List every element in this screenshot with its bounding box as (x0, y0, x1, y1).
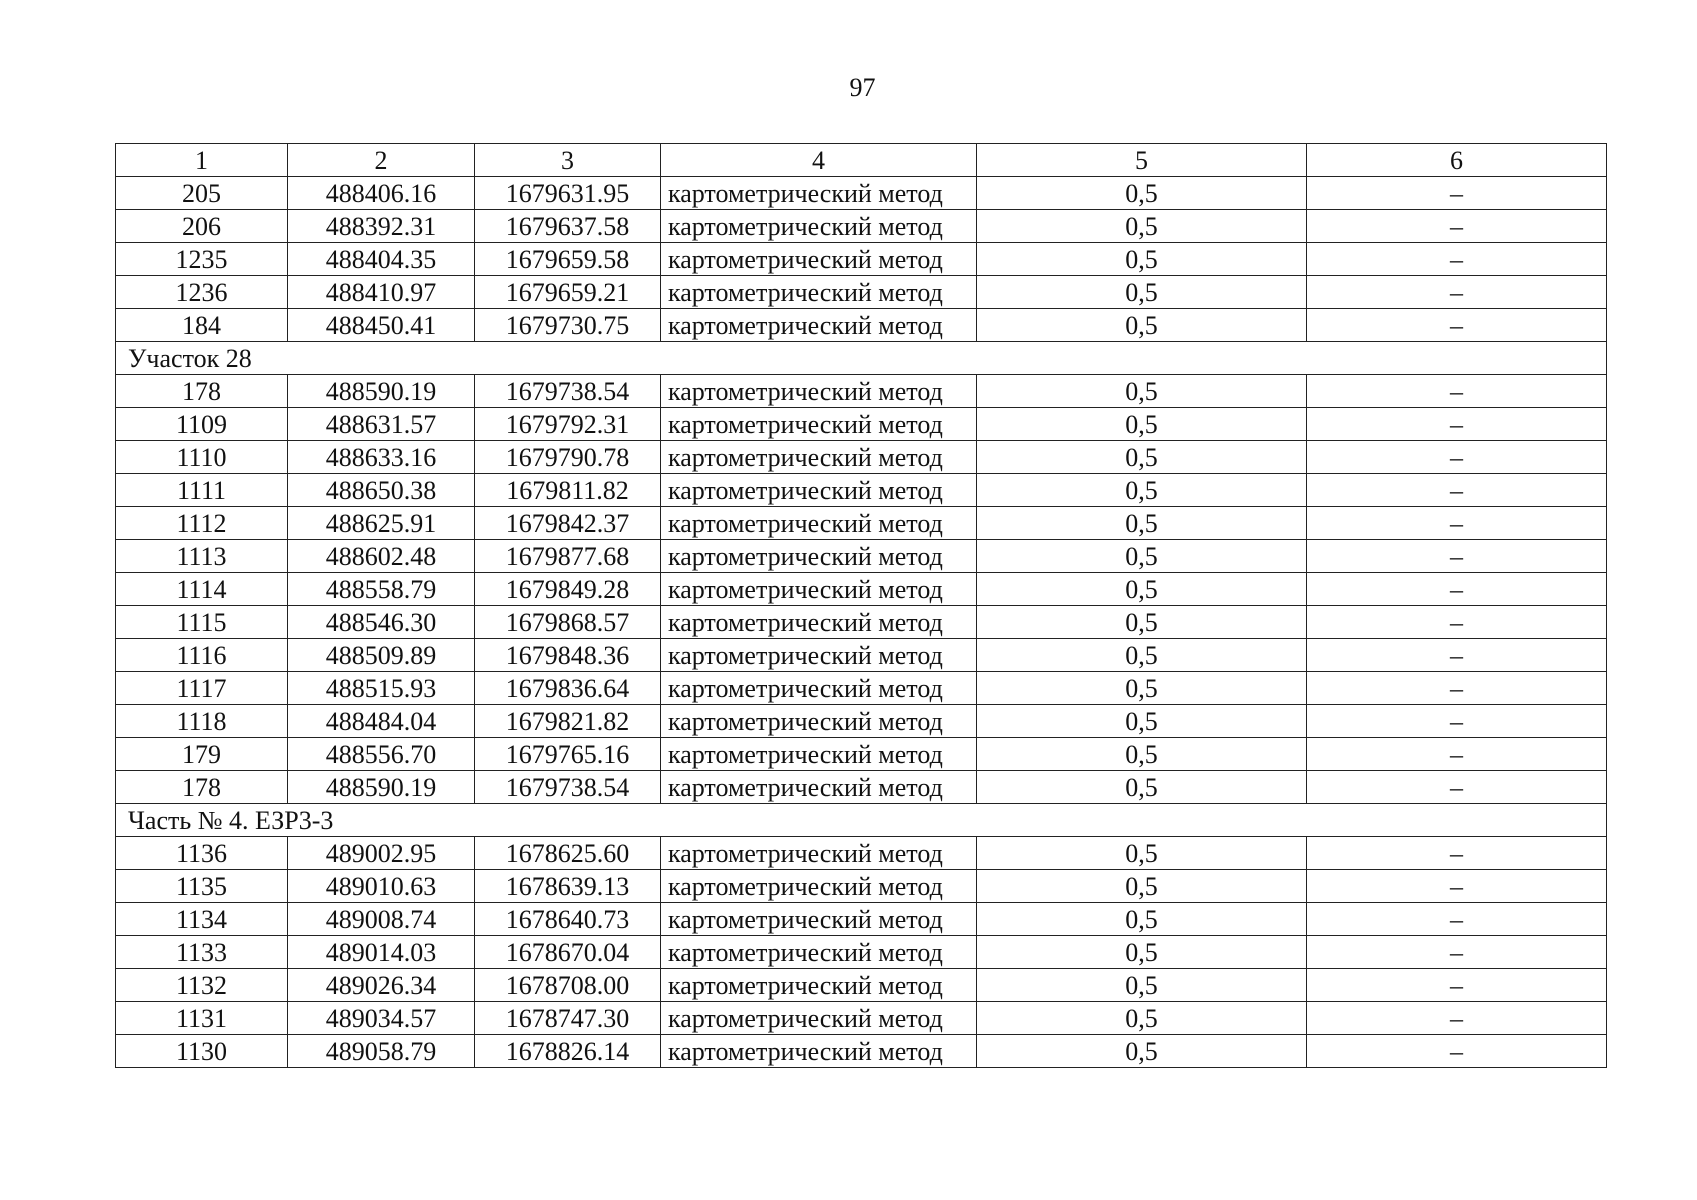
accuracy-cell: 0,5 (977, 1035, 1307, 1068)
description-cell: – (1307, 507, 1607, 540)
x-coordinate-cell: 489058.79 (288, 1035, 475, 1068)
accuracy-cell: 0,5 (977, 309, 1307, 342)
table-row (116, 177, 1607, 210)
y-coordinate-cell: 1679836.64 (475, 672, 661, 705)
method-cell: картометрический метод (661, 936, 977, 969)
section-title-row (116, 804, 1607, 837)
accuracy-cell: 0,5 (977, 606, 1307, 639)
x-coordinate-cell: 488484.04 (288, 705, 475, 738)
table-row (116, 441, 1607, 474)
method-cell: картометрический метод (661, 870, 977, 903)
method-cell: картометрический метод (661, 705, 977, 738)
header-cell: 6 (1307, 144, 1607, 177)
point-number-cell: 178 (116, 375, 288, 408)
y-coordinate-cell: 1679790.78 (475, 441, 661, 474)
description-cell: – (1307, 276, 1607, 309)
y-coordinate-cell: 1678670.04 (475, 936, 661, 969)
table-row (116, 375, 1607, 408)
table-row (116, 969, 1607, 1002)
point-number-cell: 1117 (116, 672, 288, 705)
x-coordinate-cell: 488650.38 (288, 474, 475, 507)
y-coordinate-cell: 1678625.60 (475, 837, 661, 870)
x-coordinate-cell: 489010.63 (288, 870, 475, 903)
accuracy-cell: 0,5 (977, 639, 1307, 672)
description-cell: – (1307, 639, 1607, 672)
description-cell: – (1307, 705, 1607, 738)
coordinates-table (115, 143, 1607, 1068)
table-row (116, 870, 1607, 903)
point-number-cell: 1136 (116, 837, 288, 870)
header-cell: 3 (475, 144, 661, 177)
y-coordinate-cell: 1679849.28 (475, 573, 661, 606)
y-coordinate-cell: 1679730.75 (475, 309, 661, 342)
table-row (116, 837, 1607, 870)
description-cell: – (1307, 969, 1607, 1002)
y-coordinate-cell: 1678708.00 (475, 969, 661, 1002)
table-row (116, 738, 1607, 771)
x-coordinate-cell: 488404.35 (288, 243, 475, 276)
point-number-cell: 1112 (116, 507, 288, 540)
y-coordinate-cell: 1679659.21 (475, 276, 661, 309)
method-cell: картометрический метод (661, 969, 977, 1002)
section-title: Часть № 4. ЕЗР3-3 (116, 804, 1607, 837)
table-row (116, 771, 1607, 804)
method-cell: картометрический метод (661, 309, 977, 342)
point-number-cell: 206 (116, 210, 288, 243)
description-cell: – (1307, 837, 1607, 870)
description-cell: – (1307, 606, 1607, 639)
description-cell: – (1307, 672, 1607, 705)
y-coordinate-cell: 1679848.36 (475, 639, 661, 672)
method-cell: картометрический метод (661, 738, 977, 771)
accuracy-cell: 0,5 (977, 903, 1307, 936)
description-cell: – (1307, 408, 1607, 441)
method-cell: картометрический метод (661, 573, 977, 606)
table-header-row (116, 144, 1607, 177)
table-row (116, 210, 1607, 243)
description-cell: – (1307, 771, 1607, 804)
method-cell: картометрический метод (661, 540, 977, 573)
section-title-row (116, 342, 1607, 375)
x-coordinate-cell: 489014.03 (288, 936, 475, 969)
point-number-cell: 1114 (116, 573, 288, 606)
page-number: 97 (849, 73, 876, 102)
x-coordinate-cell: 489034.57 (288, 1002, 475, 1035)
description-cell: – (1307, 1035, 1607, 1068)
method-cell: картометрический метод (661, 771, 977, 804)
accuracy-cell: 0,5 (977, 408, 1307, 441)
description-cell: – (1307, 870, 1607, 903)
x-coordinate-cell: 488625.91 (288, 507, 475, 540)
y-coordinate-cell: 1678747.30 (475, 1002, 661, 1035)
point-number-cell: 205 (116, 177, 288, 210)
point-number-cell: 1116 (116, 639, 288, 672)
table-row (116, 309, 1607, 342)
description-cell: – (1307, 936, 1607, 969)
header-cell: 5 (977, 144, 1307, 177)
y-coordinate-cell: 1679868.57 (475, 606, 661, 639)
table-row (116, 573, 1607, 606)
table-row (116, 408, 1607, 441)
accuracy-cell: 0,5 (977, 672, 1307, 705)
accuracy-cell: 0,5 (977, 243, 1307, 276)
method-cell: картометрический метод (661, 837, 977, 870)
y-coordinate-cell: 1679792.31 (475, 408, 661, 441)
x-coordinate-cell: 489008.74 (288, 903, 475, 936)
x-coordinate-cell: 488410.97 (288, 276, 475, 309)
accuracy-cell: 0,5 (977, 1002, 1307, 1035)
x-coordinate-cell: 488406.16 (288, 177, 475, 210)
description-cell: – (1307, 243, 1607, 276)
accuracy-cell: 0,5 (977, 771, 1307, 804)
accuracy-cell: 0,5 (977, 573, 1307, 606)
description-cell: – (1307, 540, 1607, 573)
point-number-cell: 1109 (116, 408, 288, 441)
accuracy-cell: 0,5 (977, 507, 1307, 540)
y-coordinate-cell: 1679877.68 (475, 540, 661, 573)
section-title: Участок 28 (116, 342, 1607, 375)
table-row (116, 606, 1607, 639)
point-number-cell: 178 (116, 771, 288, 804)
description-cell: – (1307, 573, 1607, 606)
x-coordinate-cell: 488633.16 (288, 441, 475, 474)
description-cell: – (1307, 177, 1607, 210)
accuracy-cell: 0,5 (977, 540, 1307, 573)
point-number-cell: 1118 (116, 705, 288, 738)
header-cell: 4 (661, 144, 977, 177)
x-coordinate-cell: 488556.70 (288, 738, 475, 771)
accuracy-cell: 0,5 (977, 177, 1307, 210)
table-row (116, 243, 1607, 276)
method-cell: картометрический метод (661, 408, 977, 441)
accuracy-cell: 0,5 (977, 738, 1307, 771)
method-cell: картометрический метод (661, 474, 977, 507)
method-cell: картометрический метод (661, 276, 977, 309)
y-coordinate-cell: 1678640.73 (475, 903, 661, 936)
y-coordinate-cell: 1679659.58 (475, 243, 661, 276)
method-cell: картометрический метод (661, 243, 977, 276)
method-cell: картометрический метод (661, 210, 977, 243)
table-row (116, 507, 1607, 540)
y-coordinate-cell: 1679738.54 (475, 771, 661, 804)
description-cell: – (1307, 309, 1607, 342)
point-number-cell: 1115 (116, 606, 288, 639)
x-coordinate-cell: 488546.30 (288, 606, 475, 639)
x-coordinate-cell: 489002.95 (288, 837, 475, 870)
y-coordinate-cell: 1678639.13 (475, 870, 661, 903)
description-cell: – (1307, 903, 1607, 936)
accuracy-cell: 0,5 (977, 837, 1307, 870)
method-cell: картометрический метод (661, 441, 977, 474)
point-number-cell: 1235 (116, 243, 288, 276)
x-coordinate-cell: 488392.31 (288, 210, 475, 243)
table-body (116, 144, 1607, 1068)
point-number-cell: 179 (116, 738, 288, 771)
point-number-cell: 1131 (116, 1002, 288, 1035)
accuracy-cell: 0,5 (977, 705, 1307, 738)
y-coordinate-cell: 1679637.58 (475, 210, 661, 243)
accuracy-cell: 0,5 (977, 441, 1307, 474)
x-coordinate-cell: 488558.79 (288, 573, 475, 606)
method-cell: картометрический метод (661, 672, 977, 705)
table-row (116, 1002, 1607, 1035)
table-row (116, 639, 1607, 672)
y-coordinate-cell: 1678826.14 (475, 1035, 661, 1068)
method-cell: картометрический метод (661, 639, 977, 672)
x-coordinate-cell: 488602.48 (288, 540, 475, 573)
method-cell: картометрический метод (661, 903, 977, 936)
point-number-cell: 1130 (116, 1035, 288, 1068)
accuracy-cell: 0,5 (977, 969, 1307, 1002)
description-cell: – (1307, 441, 1607, 474)
table-row (116, 276, 1607, 309)
point-number-cell: 1134 (116, 903, 288, 936)
y-coordinate-cell: 1679811.82 (475, 474, 661, 507)
point-number-cell: 184 (116, 309, 288, 342)
x-coordinate-cell: 488515.93 (288, 672, 475, 705)
accuracy-cell: 0,5 (977, 474, 1307, 507)
description-cell: – (1307, 738, 1607, 771)
x-coordinate-cell: 488590.19 (288, 375, 475, 408)
point-number-cell: 1135 (116, 870, 288, 903)
x-coordinate-cell: 488450.41 (288, 309, 475, 342)
description-cell: – (1307, 375, 1607, 408)
y-coordinate-cell: 1679738.54 (475, 375, 661, 408)
method-cell: картометрический метод (661, 1035, 977, 1068)
x-coordinate-cell: 488631.57 (288, 408, 475, 441)
x-coordinate-cell: 488590.19 (288, 771, 475, 804)
x-coordinate-cell: 489026.34 (288, 969, 475, 1002)
accuracy-cell: 0,5 (977, 375, 1307, 408)
header-cell: 2 (288, 144, 475, 177)
point-number-cell: 1110 (116, 441, 288, 474)
table-row (116, 540, 1607, 573)
table-row (116, 936, 1607, 969)
method-cell: картометрический метод (661, 1002, 977, 1035)
method-cell: картометрический метод (661, 177, 977, 210)
x-coordinate-cell: 488509.89 (288, 639, 475, 672)
description-cell: – (1307, 210, 1607, 243)
accuracy-cell: 0,5 (977, 870, 1307, 903)
method-cell: картометрический метод (661, 507, 977, 540)
accuracy-cell: 0,5 (977, 276, 1307, 309)
accuracy-cell: 0,5 (977, 936, 1307, 969)
point-number-cell: 1236 (116, 276, 288, 309)
header-cell: 1 (116, 144, 288, 177)
point-number-cell: 1133 (116, 936, 288, 969)
table-row (116, 672, 1607, 705)
y-coordinate-cell: 1679765.16 (475, 738, 661, 771)
description-cell: – (1307, 1002, 1607, 1035)
method-cell: картометрический метод (661, 375, 977, 408)
point-number-cell: 1132 (116, 969, 288, 1002)
y-coordinate-cell: 1679631.95 (475, 177, 661, 210)
table-row (116, 903, 1607, 936)
accuracy-cell: 0,5 (977, 210, 1307, 243)
method-cell: картометрический метод (661, 606, 977, 639)
table-row (116, 705, 1607, 738)
y-coordinate-cell: 1679821.82 (475, 705, 661, 738)
point-number-cell: 1113 (116, 540, 288, 573)
point-number-cell: 1111 (116, 474, 288, 507)
description-cell: – (1307, 474, 1607, 507)
table-row (116, 474, 1607, 507)
y-coordinate-cell: 1679842.37 (475, 507, 661, 540)
table-row (116, 1035, 1607, 1068)
